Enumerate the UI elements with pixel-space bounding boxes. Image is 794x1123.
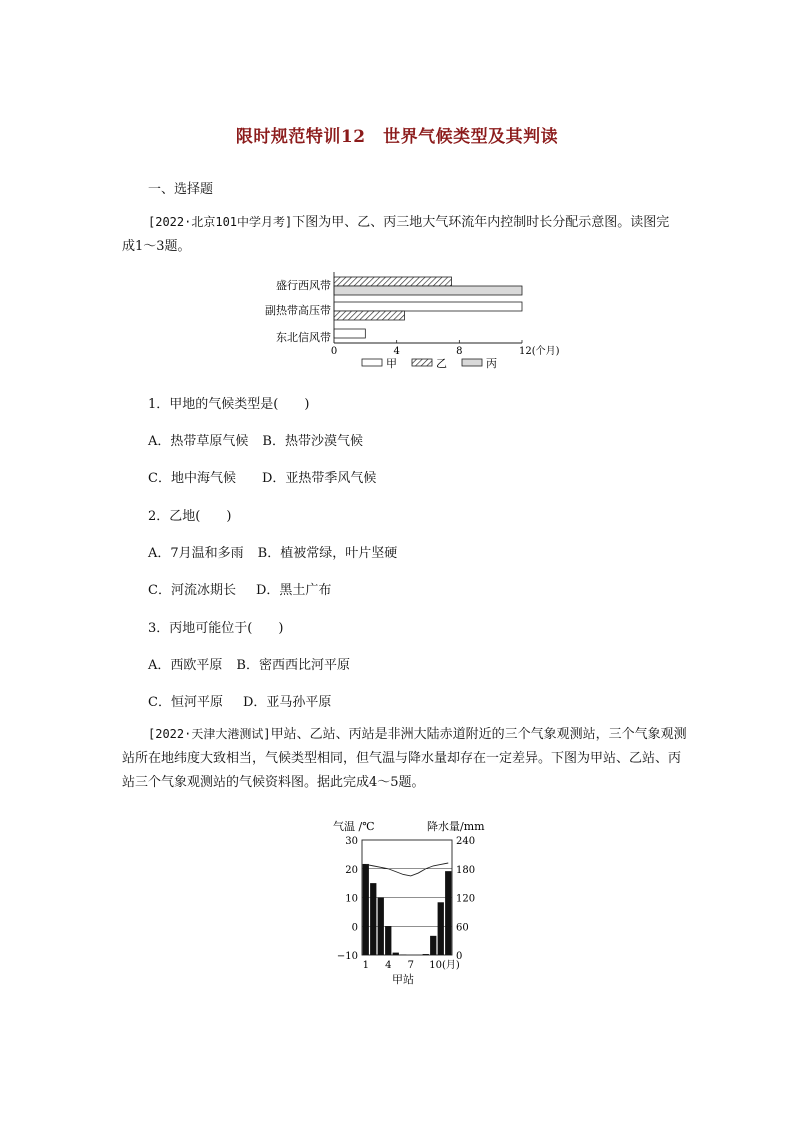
question-2-options-row-2	[148, 579, 345, 598]
question-1-options-row-2	[148, 467, 390, 486]
legend-swatch-甲	[362, 359, 382, 366]
right-axis-title: 降水量/mm	[427, 820, 485, 833]
temperature-line	[366, 863, 449, 876]
precip-bar	[393, 953, 399, 955]
question-3-option-b: B．密西西比河平原	[236, 658, 350, 673]
question-3-option-d: D．亚马孙平原	[242, 695, 332, 710]
x-tick-label: 4	[393, 346, 400, 357]
bar-甲	[334, 302, 522, 311]
bar-丙	[334, 286, 522, 295]
question-3-option-c: C．恒河平原	[148, 695, 223, 710]
bar-甲	[334, 329, 365, 338]
x-tick-label: 0	[330, 346, 338, 357]
intro-paragraph-1	[122, 210, 682, 259]
question-2-option-a: A．7月温和多雨	[148, 546, 244, 561]
question-2-stem: 2．乙地( )	[148, 509, 232, 524]
legend-label-丙: 丙	[486, 357, 497, 370]
source-tag-1: [2022·北京101中学月考]	[148, 215, 293, 229]
precip-bar	[423, 954, 429, 955]
bar-乙	[334, 311, 405, 320]
question-1-option-d: D．亚热带季风气候	[261, 471, 377, 486]
right-tick-label: 60	[456, 922, 469, 934]
right-tick-label: 180	[456, 864, 476, 876]
legend-swatch-丙	[462, 359, 482, 366]
question-1-stem: 1．甲地的气候类型是( )	[148, 397, 310, 412]
x-tick-label: 4	[385, 960, 392, 971]
precip-bar	[445, 871, 451, 955]
category-label: 盛行西风带	[276, 279, 331, 292]
precip-bar	[370, 883, 376, 955]
x-tick-label: 12(个月)	[519, 346, 560, 357]
question-3-option-a: A．西欧平原	[148, 658, 223, 673]
left-tick-label: 30	[345, 836, 358, 847]
question-3-options-row-1	[148, 654, 364, 673]
bar-乙	[334, 277, 452, 286]
question-1-options-row-1	[148, 430, 377, 449]
right-tick-label: 0	[456, 951, 463, 962]
question-3-options-row-2	[148, 691, 345, 710]
question-2-options-row-1	[148, 542, 411, 561]
legend-label-甲: 甲	[386, 357, 397, 370]
precip-bar	[363, 864, 369, 955]
question-3-stem: 3．丙地可能位于( )	[148, 621, 284, 636]
x-tick-label: 8	[456, 346, 463, 357]
left-tick-label: −10	[336, 951, 358, 962]
question-1-option-c: C．地中海气候	[148, 471, 236, 486]
left-tick-label: 10	[345, 893, 358, 905]
question-1-option-a: A．热带草原气候	[148, 434, 249, 449]
right-tick-label: 240	[456, 836, 476, 847]
question-2-option-c: C．河流冰期长	[148, 583, 236, 598]
x-tick-label: 1	[362, 960, 369, 971]
circulation-bar-chart	[262, 270, 572, 375]
x-tick-label: 10(月)	[429, 960, 460, 971]
precip-bar	[438, 902, 444, 955]
precip-bar	[385, 926, 391, 955]
x-tick-label: 7	[407, 960, 414, 971]
left-tick-label: 20	[345, 864, 358, 876]
question-1-option-b: B．热带沙漠气候	[262, 434, 363, 449]
right-tick-label: 120	[456, 893, 476, 905]
legend-swatch-乙	[412, 359, 432, 366]
category-label: 东北信风带	[276, 331, 331, 344]
intro-text-2: 甲站、乙站、丙站是非洲大陆赤道附近的三个气象观测站，三个气象观测站所在地纬度大致相当，气候类型相同，但气温与降水量却存在一定差异。下图为甲站、乙站、丙站三个气象观测站的气候资料图。据此完成4～5题。	[122, 727, 687, 790]
source-tag-2: [2022·天津大港测试]	[148, 727, 271, 741]
intro-text-1: 下图为甲、乙、丙三地大气环流年内控制时长分配示意图。读图完成1～3题。	[122, 215, 670, 254]
legend-label-乙: 乙	[436, 357, 447, 370]
left-axis-title: 气温 /℃	[333, 820, 375, 833]
category-label: 副热带高压带	[265, 304, 331, 317]
station-label: 甲站	[392, 973, 414, 986]
section-heading: 一、选择题	[148, 182, 214, 197]
question-2-option-d: D．黑土广布	[255, 583, 332, 598]
intro-paragraph-2	[122, 722, 688, 795]
left-tick-label: 0	[351, 922, 358, 934]
page-title: 限时规范特训12 世界气候类型及其判读	[235, 127, 559, 147]
precip-bar	[430, 936, 436, 955]
climate-chart-station-jia	[325, 815, 505, 995]
precip-bar	[378, 898, 384, 956]
question-2-option-b: B．植被常绿，叶片坚硬	[257, 546, 398, 561]
